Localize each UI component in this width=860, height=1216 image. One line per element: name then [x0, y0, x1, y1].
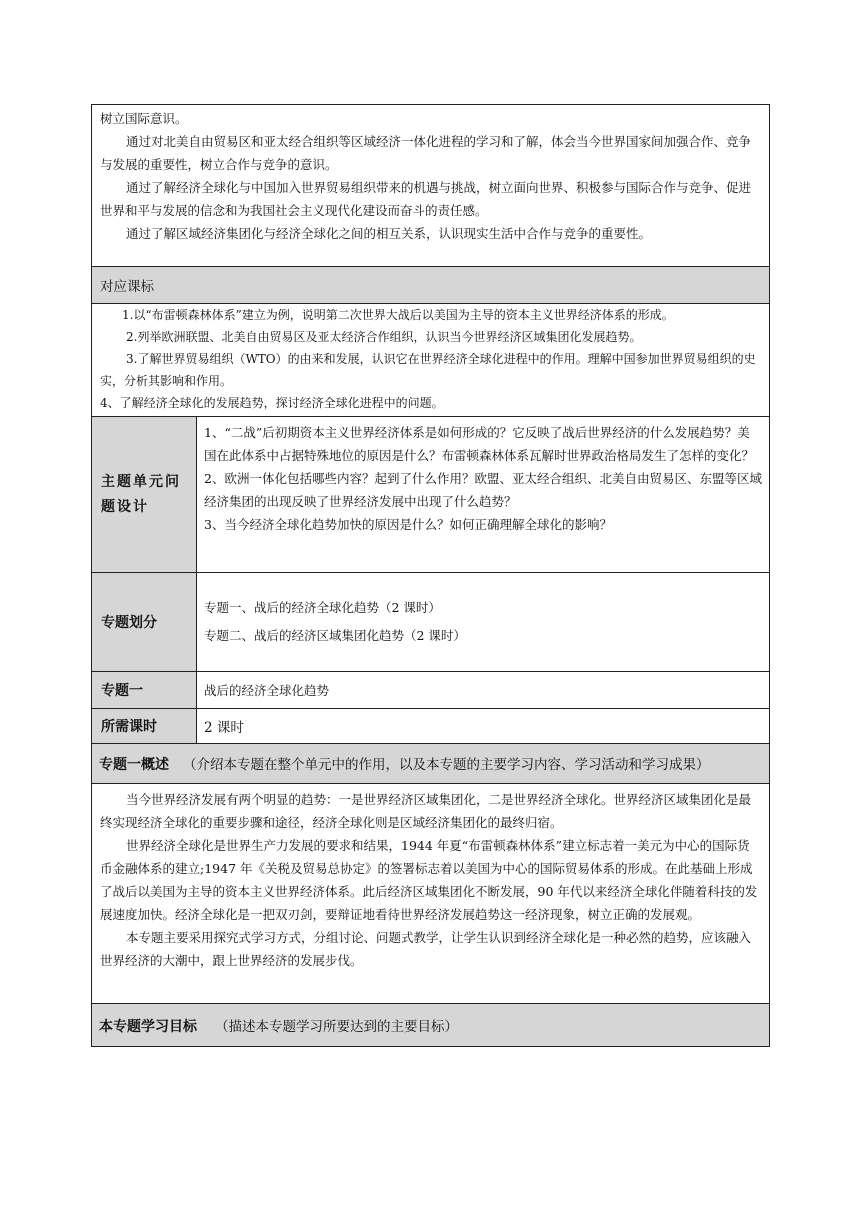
overview-content-row: [92, 784, 770, 1004]
intro-line-2: 通过对北美自由贸易区和亚太经合组织等区域经济一体化进程的学习和了解，体会当今世界国家间加强合作、竞争与发展的重要性，树立合作与竞争的意识。: [100, 134, 752, 172]
division-row: [92, 573, 770, 672]
standards-title: 对应课标: [100, 279, 154, 295]
goals-desc: （描述本专题学习所要达到的主要目标）: [214, 1018, 458, 1035]
questions-label: 主题单元问题设计: [101, 473, 181, 515]
goals-title: 本专题学习目标: [99, 1018, 197, 1035]
division-label: 专题划分: [101, 615, 157, 631]
standard-item-1: 1.以“布雷顿森林体系”建立为例，说明第二次世界大战后以美国为主导的资本主义世界经济体系的形成。: [122, 308, 674, 322]
question-item-3: 3、当今经济全球化趋势加快的原因是什么？如何正确理解全球化的影响？: [204, 517, 612, 532]
hours-label: 所需课时: [101, 719, 157, 735]
division-item-2: 专题二、战后的经济区域集团化趋势（2 课时）: [204, 628, 466, 643]
document: [91, 104, 769, 1047]
overview-paragraph-2: 世界经济全球化是世界生产力发展的要求和结果，1944 年夏“布雷顿森林体系”建立标志着一美元为中心的国际货币金融体系的建立;1947 年《关税及贸易总协定》的签署标志着以美国为中心的国际贸易体系的形成。在此基础上形成了战后以美国为主导的资本主义世界经济体系。此后经济区域集团化不断发展，90 年代以来经济全球化伴随着科技的发展速度加快。经济全球化是一把双刃剑，要辩证地看待世界经济发展趋势这一经济现象，树立正确的发展观。: [100, 838, 758, 922]
topic1-label: 专题一: [101, 683, 143, 699]
intro-row: [92, 105, 770, 267]
questions-row: [92, 417, 770, 573]
intro-line-1: 树立国际意识。: [100, 111, 188, 126]
lesson-plan-table: [91, 104, 770, 1047]
topic1-row: [92, 672, 770, 709]
overview-title: 专题一概述: [99, 757, 169, 773]
standards-content-row: [92, 304, 770, 417]
question-item-1: 1、“二战”后初期资本主义世界经济体系是如何形成的？它反映了战后世界经济的什么发展趋势？美国在此体系中占据特殊地位的原因是什么？布雷顿森林体系瓦解时世界政治格局发生了怎样的变化？: [204, 425, 755, 463]
division-item-1: 专题一、战后的经济全球化趋势（2 课时）: [204, 600, 441, 615]
overview-paragraph-3: 本专题主要采用探究式学习方式，分组讨论、问题式教学，让学生认识到经济全球化是一种必然的趋势，应该融入世界经济的大潮中，跟上世界经济的发展步伐。: [100, 930, 752, 968]
overview-desc: （介绍本专题在整个单元中的作用，以及本专题的主要学习内容、学习活动和学习成果）: [182, 757, 710, 773]
standard-item-2: 2.列举欧洲联盟、北美自由贸易区及亚太经济合作组织，认识当今世界经济区域集团化发展趋势。: [126, 330, 642, 344]
standard-item-3: 3.了解世界贸易组织（WTO）的由来和发展，认识它在世界经济全球化进程中的作用。理解中国参加世界贸易组织的史实，分析其影响和作用。: [100, 352, 756, 388]
question-item-2: 2、欧洲一体化包括哪些内容？起到了什么作用？欧盟、亚太经合组织、北美自由贸易区、东盟等区域经济集团的出现反映了世界经济发展中出现了什么趋势？: [204, 471, 762, 509]
topic1-value: 战后的经济全球化趋势: [204, 683, 330, 698]
hours-value: 2 课时: [204, 720, 244, 736]
overview-header-row: [92, 744, 770, 784]
goals-header-row: [92, 1004, 770, 1047]
hours-row: [92, 709, 770, 744]
intro-line-3: 通过了解经济全球化与中国加入世界贸易组织带来的机遇与挑战，树立面向世界、积极参与国际合作与竞争、促进世界和平与发展的信念和为我国社会主义现代化建设而奋斗的责任感。: [100, 180, 752, 218]
intro-line-4: 通过了解区域经济集团化与经济全球化之间的相互关系，认识现实生活中合作与竞争的重要性。: [126, 226, 652, 241]
overview-paragraph-1: 当今世界经济发展有两个明显的趋势：一是世界经济区域集团化，二是世界经济全球化。世界经济区域集团化是最终实现经济全球化的重要步骤和途径，经济全球化则是区域经济集团化的最终归宿。: [100, 792, 752, 830]
standard-item-4: 4、了解经济全球化的发展趋势，探讨经济全球化进程中的问题。: [100, 396, 444, 410]
standards-header-row: [92, 267, 770, 304]
